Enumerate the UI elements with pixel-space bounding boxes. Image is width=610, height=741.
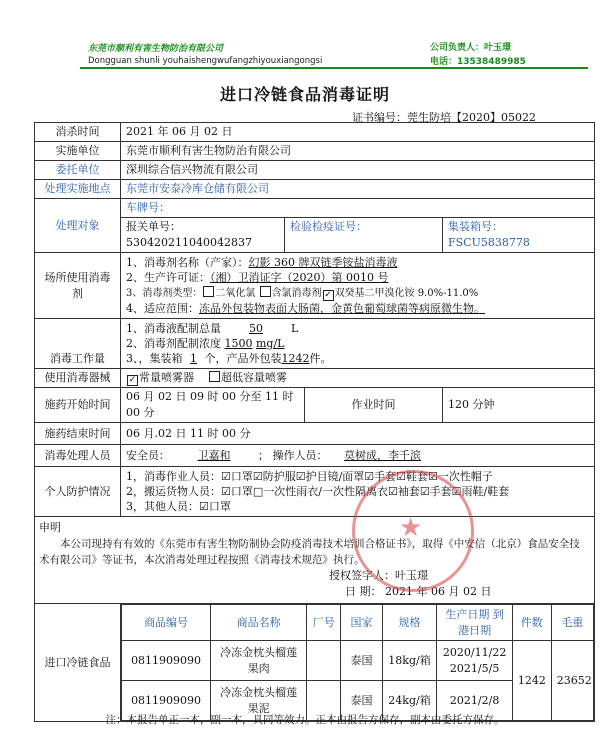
date-label: 消杀时间 — [35, 123, 121, 142]
disinfectant-cell — [121, 253, 595, 319]
w1-value: 50 — [249, 322, 263, 335]
goods-name: 冷冻金枕头榴莲果肉 — [211, 641, 307, 681]
equip-opt1: 常量喷雾器 — [139, 371, 194, 384]
staff-cell — [121, 445, 595, 467]
date-value: 2021 年 06 月 02 日 — [121, 123, 595, 142]
dis4 — [126, 301, 589, 316]
dis1-value: 幻影 360 牌双链季铵盐消毒液 — [248, 256, 398, 269]
dis3 — [126, 285, 589, 301]
container-label: 集装箱号： — [448, 220, 503, 233]
client-label: 委托单位 — [35, 161, 121, 180]
site-label: 场所使用消毒剂 — [35, 253, 121, 319]
goods-header-name: 商品名称 — [211, 605, 307, 641]
equip-opt2: 超低容量喷雾 — [221, 371, 287, 384]
goods-code: 0811909090 — [122, 681, 211, 721]
customs-value: 530420211040042837 — [126, 236, 252, 249]
w3-value: 1 — [190, 352, 197, 365]
w1-unit: L — [291, 322, 299, 335]
header-divider — [80, 67, 588, 69]
work-line-3 — [126, 351, 589, 366]
dis4-prefix: 4、适应范围： — [126, 302, 199, 315]
company-name-en: Dongguan shunli youhaishengwufangzhiyouxiangongsi — [88, 56, 323, 66]
work-line-1 — [126, 321, 589, 336]
dis1 — [126, 255, 589, 270]
goods-table — [121, 604, 594, 721]
page-title: 进口冷链食品消毒证明 — [219, 85, 390, 104]
start-label: 施药开始时间 — [35, 388, 121, 423]
goods-weight: 23652 — [551, 641, 593, 721]
start-value: 06 月 02 日 09 时 00 分至 11 时 00 分 — [121, 388, 305, 423]
customs-cell — [121, 218, 285, 253]
goods-header-code: 商品编号 — [122, 605, 211, 641]
goods-code: 0811909090 — [122, 641, 211, 681]
checkbox-checked-icon[interactable]: ✓ — [128, 375, 137, 385]
equip-label: 使用消毒器械 — [35, 369, 121, 388]
work-cell — [121, 319, 595, 369]
goods-date: 2021/2/8 — [437, 681, 512, 721]
object-label: 处理对象 — [35, 199, 121, 253]
place-label: 处理实施地点 — [35, 180, 121, 199]
operator-label: ； 操作人员： — [258, 448, 328, 462]
food-label: 进口冷链食品 — [35, 604, 121, 722]
w3-prefix: 3、，集装箱 — [126, 352, 183, 365]
dis2-prefix: 2、生产许可证： — [126, 271, 210, 284]
dis3-opt1: 二氧化氯 — [215, 288, 256, 299]
place-value: 东莞市安泰冷库仓储有限公司 — [121, 180, 595, 199]
w2-value: 1500 — [224, 337, 253, 350]
ppe-label: 个人防护情况 — [35, 467, 121, 517]
company-name-cn: 东莞市顺利有害生物防治有限公司 — [88, 44, 224, 54]
goods-country: 泰国 — [341, 681, 382, 721]
dis2 — [126, 270, 589, 285]
statement-head: 申明 — [39, 521, 61, 534]
dis3-opt2: 含氯消毒剂 — [271, 288, 322, 299]
checkbox-checked-icon[interactable]: ✓ — [324, 290, 332, 300]
dis4-value: 冻品外包装物表面大肠菌，金黄色葡萄球菌等病原微生物。 — [199, 302, 485, 315]
contact-person: 公司负责人：叶玉璟 — [430, 43, 512, 53]
w1-prefix: 1、消毒液配制总量 — [126, 322, 221, 335]
work-label: 消毒工作量 — [35, 319, 121, 369]
container-value: FSCU5838778 — [448, 236, 530, 249]
w3-end: 件。 — [309, 352, 332, 365]
goods-header-spec: 规格 — [382, 605, 437, 641]
inspect-label: 检验检疫证号： — [285, 218, 443, 253]
goods-country: 泰国 — [341, 641, 382, 681]
ppe-line-1: 1，消毒作业人员：☑口罩☑防护服☑护目镜/面罩☑手套☑鞋套☑一次性帽子 — [126, 470, 493, 483]
goods-header-country: 国家 — [341, 605, 382, 641]
goods-name: 冷冻金枕头榴莲果泥 — [211, 681, 307, 721]
safety-label: 安全员： — [126, 448, 170, 462]
company-seal — [352, 470, 474, 592]
dis3-prefix: 3、消毒剂类型： — [126, 288, 203, 299]
w2-prefix: 2、消毒剂配制浓度 — [126, 337, 221, 350]
statement-cell — [35, 517, 595, 604]
footer-note: 注：本报告单正一本，副一本，具同等效力。正本由报告方保存，副本由委托方保存。 — [105, 714, 505, 726]
goods-date: 2020/11/22 2021/5/5 — [437, 641, 512, 681]
unit-label: 实施单位 — [35, 142, 121, 161]
unit-value: 东莞市顺利有害生物防治有限公司 — [121, 142, 595, 161]
equip-cell — [121, 369, 595, 388]
ppe-line-3: 3，其他人员：☑口罩 — [126, 500, 231, 513]
worktime-label: 作业时间 — [305, 388, 443, 423]
w3-mid: 个，产品外包装 — [204, 352, 282, 365]
container-cell — [443, 218, 595, 253]
w2-unit: mg/L — [256, 337, 285, 350]
w3-value2: 1242 — [281, 352, 310, 365]
goods-spec: 24kg/箱 — [382, 681, 437, 721]
goods-header-factory: 厂号 — [307, 605, 341, 641]
statement-body: 本公司现持有有效的《东莞市有害生物防制协会防疫消毒技术培训合格证书》，取得《中安信（北京）食品安全技术有限公司》等证书，本次消毒处理过程按照《消毒技术规范》执行。 — [39, 538, 580, 566]
dis1-prefix: 1、消毒剂名称（产家）： — [126, 256, 249, 269]
goods-spec: 18kg/箱 — [382, 641, 437, 681]
goods-header-date: 生产日期 到港日期 — [437, 605, 512, 641]
operator-value: 莫树成，李千滨 — [344, 448, 421, 462]
end-value: 06 月.02 日 11 时 00 分 — [121, 423, 595, 445]
staff-label: 消毒处理人员 — [35, 445, 121, 467]
sign-label: 授权签字人：叶玉璟 — [329, 569, 428, 582]
customs-label: 报关单号： — [126, 220, 181, 233]
contact-phone: 电话：13538489985 — [430, 57, 526, 67]
client-value: 深圳综合信兴物流有限公司 — [121, 161, 595, 180]
dis2-value: （湘）卫消证字（2020）第 0010 号 — [210, 271, 389, 284]
contact-block — [430, 41, 526, 69]
goods-pieces: 1242 — [512, 641, 551, 721]
goods-header-weight: 毛重 — [551, 605, 593, 641]
goods-factory — [307, 641, 341, 681]
safety-value: 卫嘉和 — [197, 448, 231, 462]
checkbox-unchecked-icon[interactable] — [260, 286, 271, 297]
certificate-number: 证书编号：莞生防培【2020】05022 — [352, 111, 536, 124]
goods-cell — [121, 604, 595, 722]
goods-header-pieces: 件数 — [512, 605, 551, 641]
certificate-table — [34, 122, 595, 722]
checkbox-unchecked-icon[interactable] — [209, 371, 220, 382]
worktime-value: 120 分钟 — [443, 388, 595, 423]
checkbox-unchecked-icon[interactable] — [203, 286, 214, 297]
end-label: 施药结束时间 — [35, 423, 121, 445]
sign-date: 日 期： 2021 年 06 月 02 日 — [345, 585, 492, 598]
dis3-opt3: 双癸基二甲溴化铵 9.0%-11.0% — [334, 288, 479, 299]
plate-label: 车牌号： — [121, 199, 595, 218]
seal-star-icon: ★ — [399, 513, 423, 543]
work-line-2 — [126, 336, 589, 351]
ppe-line-2: 2，搬运货物人员：☑口罩□一次性雨衣/一次性隔离衣☑袖套☑手套☑雨鞋/鞋套 — [126, 485, 510, 498]
